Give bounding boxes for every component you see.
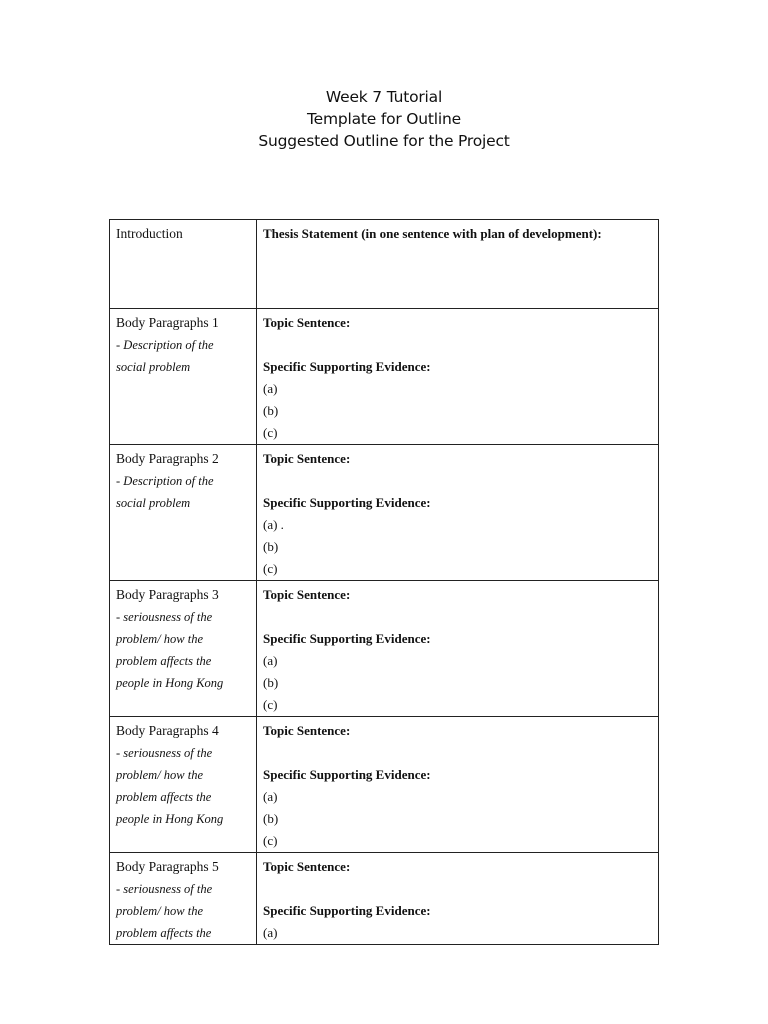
section-description-line: problem affects the bbox=[116, 654, 212, 668]
content-cell bbox=[257, 717, 659, 853]
content-cell bbox=[257, 581, 659, 717]
section-label-cell bbox=[110, 581, 257, 717]
section-description-line: people in Hong Kong bbox=[116, 812, 224, 826]
section-description-line: social problem bbox=[116, 360, 191, 374]
tutorial-title: Week 7 Tutorial bbox=[325, 88, 443, 106]
section-title: Body Paragraphs 4 bbox=[116, 723, 219, 738]
table-row-body-4 bbox=[110, 717, 659, 853]
section-description-line: problem affects the bbox=[116, 790, 212, 804]
table-row-body-2 bbox=[110, 445, 659, 581]
spacer bbox=[263, 334, 652, 356]
outline-title: Suggested Outline for the Project bbox=[258, 132, 510, 150]
spacer bbox=[263, 606, 652, 628]
section-title: Body Paragraphs 3 bbox=[116, 587, 219, 602]
section-description-line: - seriousness of the bbox=[116, 882, 213, 896]
document-header bbox=[0, 86, 768, 152]
evidence-item-c: (c) bbox=[263, 697, 278, 712]
section-title: Body Paragraphs 2 bbox=[116, 451, 219, 466]
content-cell bbox=[257, 309, 659, 445]
supporting-evidence-label: Specific Supporting Evidence: bbox=[263, 495, 431, 510]
evidence-item-c: (c) bbox=[263, 833, 278, 848]
content-cell bbox=[257, 445, 659, 581]
spacer bbox=[263, 470, 652, 492]
spacer bbox=[263, 878, 652, 900]
supporting-evidence-label: Specific Supporting Evidence: bbox=[263, 903, 431, 918]
section-description-line: problem/ how the bbox=[116, 632, 204, 646]
table-row-body-3 bbox=[110, 581, 659, 717]
content-cell bbox=[257, 220, 659, 309]
evidence-item-a: (a) bbox=[263, 925, 278, 940]
section-description-line: - Description of the bbox=[116, 338, 214, 352]
evidence-item-b: (b) bbox=[263, 403, 279, 418]
evidence-item-b: (b) bbox=[263, 675, 279, 690]
section-title: Introduction bbox=[116, 226, 183, 241]
topic-sentence-label: Topic Sentence: bbox=[263, 859, 351, 874]
topic-sentence-label: Topic Sentence: bbox=[263, 723, 351, 738]
section-description-line: problem affects the bbox=[116, 926, 212, 940]
section-label-cell bbox=[110, 309, 257, 445]
supporting-evidence-label: Specific Supporting Evidence: bbox=[263, 767, 431, 782]
section-description-line: social problem bbox=[116, 496, 191, 510]
evidence-item-a: (a) bbox=[263, 381, 278, 396]
template-title: Template for Outline bbox=[307, 110, 461, 128]
section-description-line: people in Hong Kong bbox=[116, 676, 224, 690]
evidence-item-a: (a) . bbox=[263, 517, 284, 532]
thesis-statement-label: Thesis Statement (in one sentence with plan of development): bbox=[263, 226, 602, 241]
section-description-line: problem/ how the bbox=[116, 768, 204, 782]
section-description-line: - seriousness of the bbox=[116, 746, 213, 760]
outline-table bbox=[109, 219, 659, 945]
table-row-body-5 bbox=[110, 853, 659, 945]
section-label-cell bbox=[110, 853, 257, 945]
topic-sentence-label: Topic Sentence: bbox=[263, 315, 351, 330]
section-description-line: - Description of the bbox=[116, 474, 214, 488]
section-label-cell bbox=[110, 717, 257, 853]
supporting-evidence-label: Specific Supporting Evidence: bbox=[263, 631, 431, 646]
evidence-item-c: (c) bbox=[263, 561, 278, 576]
section-title: Body Paragraphs 5 bbox=[116, 859, 219, 874]
supporting-evidence-label: Specific Supporting Evidence: bbox=[263, 359, 431, 374]
section-description-line: problem/ how the bbox=[116, 904, 204, 918]
section-label-cell bbox=[110, 445, 257, 581]
table-row-body-1 bbox=[110, 309, 659, 445]
topic-sentence-label: Topic Sentence: bbox=[263, 587, 351, 602]
evidence-item-b: (b) bbox=[263, 811, 279, 826]
evidence-item-a: (a) bbox=[263, 653, 278, 668]
topic-sentence-label: Topic Sentence: bbox=[263, 451, 351, 466]
content-cell bbox=[257, 853, 659, 945]
evidence-item-a: (a) bbox=[263, 789, 278, 804]
evidence-item-b: (b) bbox=[263, 539, 279, 554]
table-row-introduction bbox=[110, 220, 659, 309]
section-title: Body Paragraphs 1 bbox=[116, 315, 219, 330]
section-description-line: - seriousness of the bbox=[116, 610, 213, 624]
evidence-item-c: (c) bbox=[263, 425, 278, 440]
spacer bbox=[263, 742, 652, 764]
section-label-cell bbox=[110, 220, 257, 309]
